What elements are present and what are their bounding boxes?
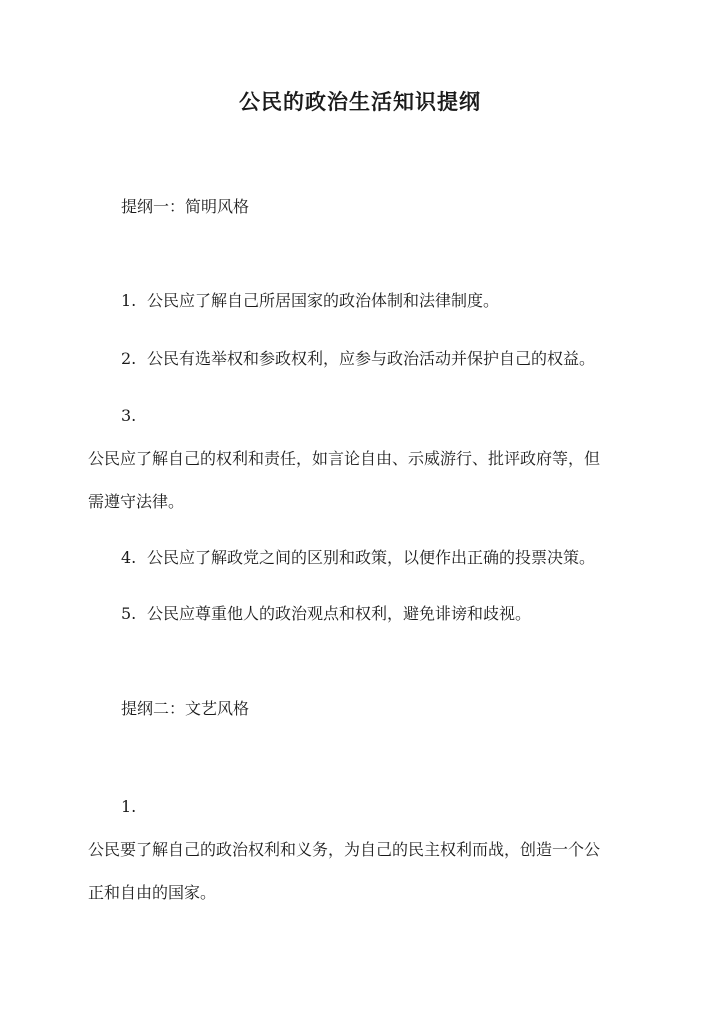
item-text: 公民要了解自己的政治权利和义务，为自己的民主权利而战，创造一个公 <box>88 840 601 859</box>
section-heading: 提纲二：文艺风格 <box>121 699 250 718</box>
item-number: 1. <box>121 291 137 310</box>
item-text-continued: 正和自由的国家。 <box>88 883 217 902</box>
item-number: 4. <box>121 548 137 567</box>
item-number: 1. <box>121 797 137 816</box>
list-item <box>121 603 531 625</box>
item-text: 公民应了解政党之间的区别和政策，以便作出正确的投票决策。 <box>147 548 596 567</box>
section-heading: 提纲一：简明风格 <box>121 197 250 216</box>
item-number: 5. <box>121 604 137 623</box>
item-text: 公民应尊重他人的政治观点和权利，避免诽谤和歧视。 <box>147 604 532 623</box>
item-text: 公民有选举权和参政权利，应参与政治活动并保护自己的权益。 <box>147 349 596 368</box>
item-text: 公民应了解自己所居国家的政治体制和法律制度。 <box>147 291 500 310</box>
list-item <box>121 348 595 370</box>
page-title: 公民的政治生活知识提纲 <box>239 89 481 114</box>
list-item <box>121 290 499 312</box>
item-text-continued: 需遵守法律。 <box>88 492 185 511</box>
item-number: 2. <box>121 349 137 368</box>
item-text: 公民应了解自己的权利和责任，如言论自由、示威游行、批评政府等，但 <box>88 449 601 468</box>
list-item <box>121 547 595 569</box>
item-number: 3. <box>121 406 137 425</box>
